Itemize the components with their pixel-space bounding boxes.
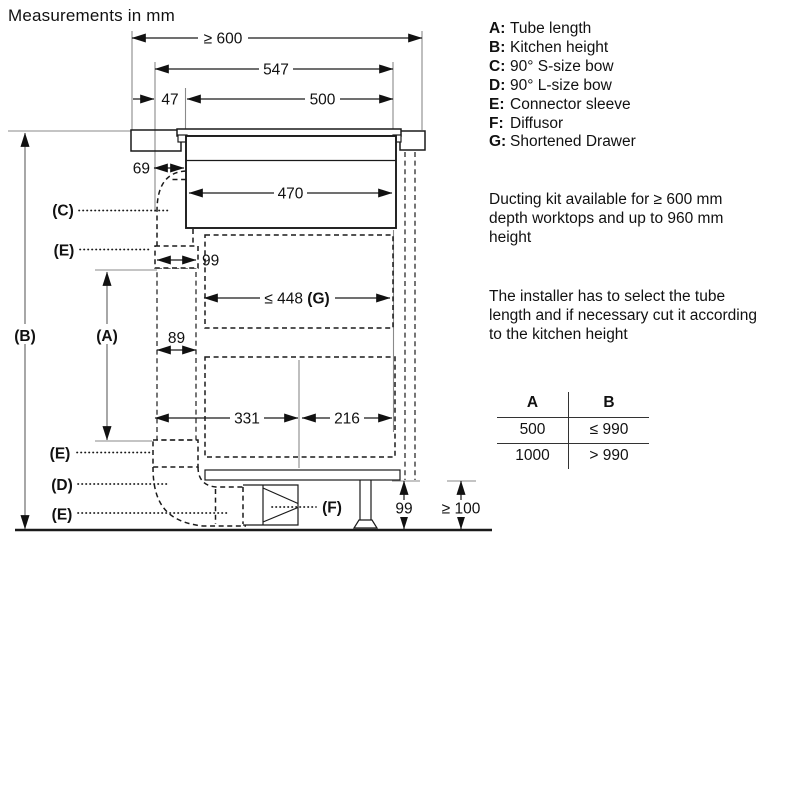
- hob-body: [186, 136, 396, 228]
- dim-duct-offset: 69: [132, 160, 150, 178]
- l-size-bow: [153, 467, 246, 526]
- label-sleeve-lower: (E): [49, 445, 71, 463]
- cabinet-side-panel: [405, 152, 415, 480]
- legend-item-a: A: Tube length: [489, 20, 592, 37]
- shortened-drawer-outline: [205, 235, 393, 328]
- table-header-b: B: [569, 392, 650, 418]
- legend-item-d: D: 90° L-size bow: [489, 76, 612, 94]
- hob: [177, 129, 401, 228]
- dim-plinth-min: ≥ 100: [441, 500, 481, 518]
- dim-worktop-depth: ≥ 600: [203, 30, 243, 48]
- dim-front-offset: 47: [161, 91, 179, 109]
- lower-drawer-outline: [205, 357, 395, 457]
- hob-glass: [177, 129, 401, 136]
- legend-item-e: E: Connector sleeve: [489, 95, 631, 113]
- label-diffusor: (F): [322, 499, 342, 517]
- installation-diagram: [0, 0, 500, 560]
- connector-sleeve-upper: [155, 246, 198, 268]
- page-title: Measurements in mm: [8, 6, 176, 25]
- legend-item-f: F: Diffusor: [489, 114, 564, 132]
- diffusor: [243, 485, 298, 525]
- table-row: 1000 > 990: [497, 444, 649, 470]
- dim-hob-body: 470: [277, 185, 304, 203]
- dim-span-right: 216: [334, 410, 360, 428]
- dim-plinth-duct: 99: [395, 500, 413, 518]
- label-s-bow: (C): [52, 202, 74, 220]
- dim-tube-width: 89: [167, 330, 186, 347]
- label-tube-length: (A): [96, 328, 118, 345]
- label-sleeve-upper: (E): [53, 242, 75, 260]
- dim-hob-total: 547: [263, 61, 289, 79]
- table-header-a: A: [497, 392, 569, 418]
- tube: [157, 268, 196, 440]
- connector-sleeve-lower: [153, 440, 198, 467]
- table-row: 500 ≤ 990: [497, 418, 649, 444]
- label-sleeve-bottom: (E): [51, 506, 73, 524]
- label-l-bow: (D): [51, 477, 73, 494]
- dim-span-left: 331: [234, 410, 260, 428]
- dim-cutout: 500: [309, 91, 336, 109]
- note-ducting-kit: Ducting kit available for ≥ 600 mm depth worktops and up to 960 mm height: [489, 191, 724, 247]
- dim-drawer-length: ≤ 448 (G): [264, 290, 330, 308]
- note-installer: The installer has to select the tube length and if necessary cut it according to the kitchen height: [489, 288, 757, 344]
- tube-length-table: [497, 392, 649, 469]
- legend-item-c: C: 90° S-size bow: [489, 57, 614, 75]
- dim-sleeve-width: 99: [202, 252, 220, 270]
- cabinet-bottom-panel: [205, 470, 400, 480]
- legend-item-b: B: Kitchen height: [489, 38, 609, 56]
- table-header-row: [497, 392, 649, 418]
- label-kitchen-height: (B): [14, 328, 36, 345]
- legend: [489, 20, 636, 152]
- dimensions: [9, 30, 485, 530]
- legend-item-g: G: Shortened Drawer: [489, 133, 636, 151]
- adjustable-foot: [354, 480, 377, 528]
